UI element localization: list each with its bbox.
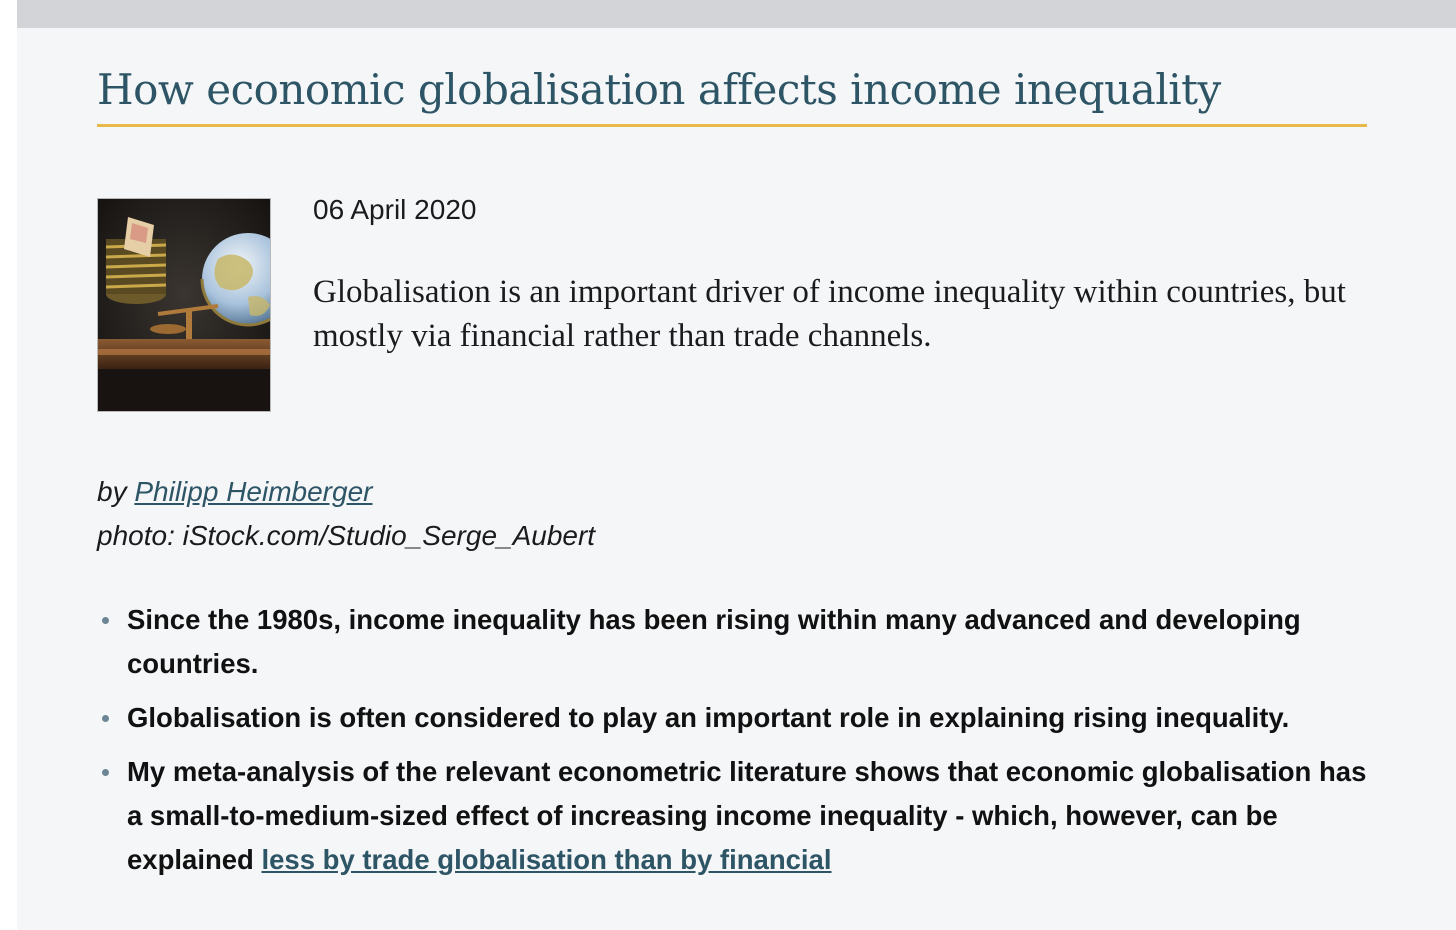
globe-and-coins-photo-icon [98, 199, 270, 411]
author-link[interactable]: Philipp Heimberger [134, 476, 373, 507]
list-item [97, 696, 1387, 740]
list-item-text: Since the 1980s, income inequality has been rising within many advanced and developing countries. [127, 604, 1301, 679]
byline-prefix: by [97, 476, 127, 507]
byline [97, 470, 595, 514]
article-lead: Globalisation is an important driver of income inequality within countries, but mostly via financial rather than trade channels. [313, 274, 1346, 354]
bullet-icon [102, 715, 109, 722]
list-item [97, 598, 1387, 686]
article-title: How economic globalisation affects income inequality [97, 65, 1221, 114]
article-page [17, 0, 1456, 930]
bullet-icon [102, 617, 109, 624]
article-thumbnail[interactable] [97, 198, 271, 412]
bullet-icon [102, 769, 109, 776]
top-strip [17, 0, 1456, 28]
list-item-text: My meta-analysis of the relevant econometric literature shows that economic globalisation has a small-to-medium-sized effect of increasing income inequality - which, however, can be explained [127, 756, 1367, 875]
list-item-text: Globalisation is often considered to play an important role in explaining rising inequality. [127, 702, 1290, 733]
title-underline [97, 124, 1367, 127]
list-item [97, 750, 1387, 882]
financial-globalisation-link[interactable]: less by trade globalisation than by financial [261, 844, 832, 875]
photo-credit: photo: iStock.com/Studio_Serge_Aubert [97, 520, 596, 551]
key-points-list [97, 598, 1387, 892]
article-date: 06 April 2020 [313, 194, 477, 225]
article-credits [97, 470, 595, 558]
